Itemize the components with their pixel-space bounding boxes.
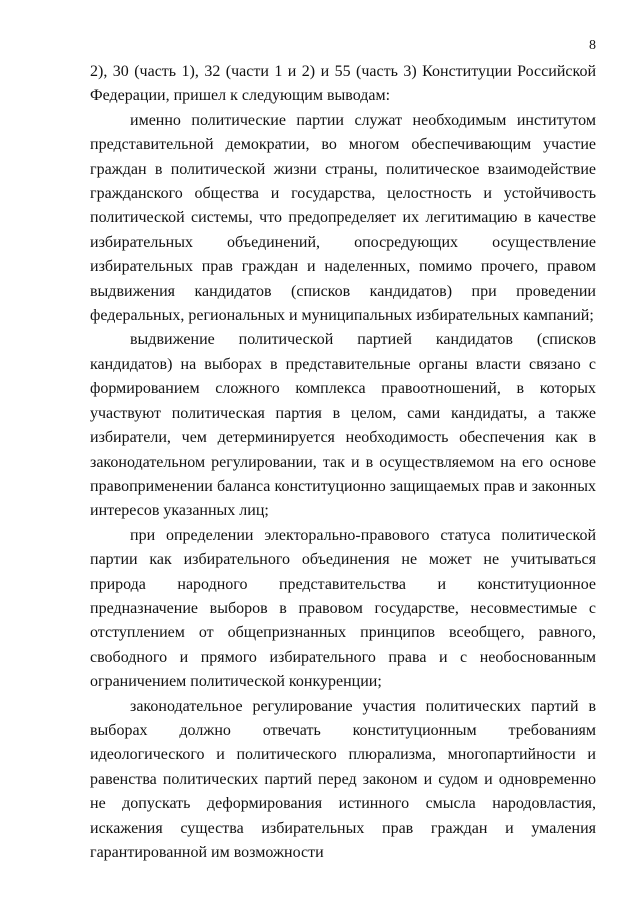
paragraph-political-parties-institute: именно политические партии служат необходимым институтом представительной демократии, во многом обеспечивающим участие граждан в политической жизни страны, политическое взаимодействие гражданского общества и государства, целостность и устойчивость политической системы, что предопределяет их легитимацию в качестве избирательных объединений, опосредующих осуществление избирательных прав граждан и наделенных, помимо прочего, правом выдвижения кандидатов (списков кандидатов) при проведении федеральных, региональных и муниципальных избирательных кампаний;: [90, 111, 596, 325]
page-number: 8: [589, 38, 596, 53]
paragraph-candidate-nomination: выдвижение политической партией кандидатов (списков кандидатов) на выборах в представительные органы власти связано с формированием сложного комплекса правоотношений, в которых участвуют политическая партия в целом, сами кандидаты, а также избиратели, чем детерминируется необходимость обеспечения как в законодательном регулировании, так и в осуществляемом на его основе правоприменении баланса конституционно защищаемых прав и законных интересов указанных лиц;: [90, 331, 596, 520]
paragraph-continuation: 2), 30 (часть 1), 32 (части 1 и 2) и 55 (часть 3) Конституции Российской Федерации, пришел к следующим выводам:: [90, 63, 596, 105]
paragraph-legislative-regulation: законодательное регулирование участия политических партий в выборах должно отвечать конституционным требованиям идеологического и политического плюрализма, многопартийности и равенства политических партий перед законом и судом и одновременно не допускать деформирования истинного смысла народовластия, искажения существа избирательных прав граждан и умаления гарантированной им возможности: [90, 697, 596, 861]
body-text: [90, 60, 596, 865]
paragraph-electoral-status: при определении электорально-правового статуса политической партии как избирательного объединения не может не учитываться природа народного представительства и конституционное предназначение выборов в правовом государстве, несовместимые с отступлением от общепризнанных принципов всеобщего, равного, свободного и прямого избирательного права и с необоснованным ограничением политической конкуренции;: [90, 526, 596, 691]
